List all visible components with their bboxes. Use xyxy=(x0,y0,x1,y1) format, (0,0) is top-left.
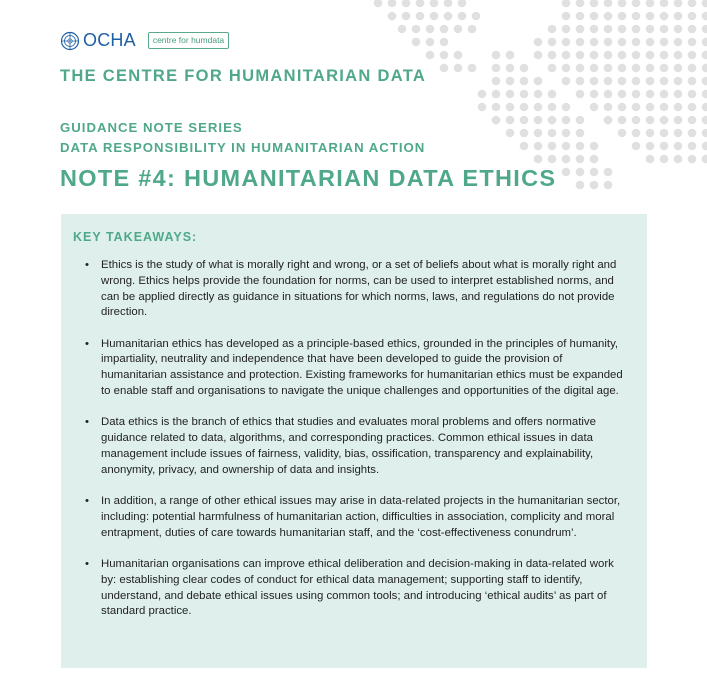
map-dot xyxy=(416,0,425,7)
map-dot xyxy=(402,12,411,21)
map-dot xyxy=(520,116,529,125)
map-dot xyxy=(562,0,571,7)
map-dot xyxy=(520,103,529,112)
map-dot xyxy=(702,116,707,125)
map-dot xyxy=(604,0,613,7)
map-dot xyxy=(646,142,655,151)
bullet-icon: • xyxy=(85,259,89,271)
map-dot xyxy=(688,116,697,125)
map-dot xyxy=(454,25,463,34)
map-dot xyxy=(576,90,585,99)
map-dot xyxy=(646,116,655,125)
map-dot xyxy=(506,51,515,60)
map-dot xyxy=(548,38,557,47)
map-dot xyxy=(618,103,627,112)
map-dot xyxy=(548,90,557,99)
map-dot xyxy=(688,51,697,60)
map-dot xyxy=(660,142,669,151)
map-dot xyxy=(440,25,449,34)
map-dot xyxy=(590,181,599,190)
map-dot xyxy=(590,168,599,177)
map-dot xyxy=(506,77,515,86)
map-dot xyxy=(660,25,669,34)
map-dot xyxy=(674,38,683,47)
map-dot xyxy=(604,103,613,112)
map-dot xyxy=(416,12,425,21)
map-dot xyxy=(702,51,707,60)
map-dot xyxy=(458,0,467,7)
map-dot xyxy=(618,77,627,86)
map-dot xyxy=(604,181,613,190)
list-item xyxy=(61,557,647,620)
map-dot xyxy=(548,129,557,138)
map-dot xyxy=(548,155,557,164)
map-dot xyxy=(646,25,655,34)
key-takeaways-list xyxy=(61,258,647,636)
map-dot xyxy=(562,129,571,138)
map-dot xyxy=(412,38,421,47)
map-dot xyxy=(632,103,641,112)
map-dot xyxy=(618,129,627,138)
map-dot xyxy=(604,51,613,60)
map-dot xyxy=(590,38,599,47)
map-dot xyxy=(548,142,557,151)
bullet-icon: • xyxy=(85,557,89,570)
map-dot xyxy=(576,12,585,21)
map-dot xyxy=(618,25,627,34)
map-dot xyxy=(674,77,683,86)
map-dot xyxy=(632,25,641,34)
map-dot xyxy=(562,77,571,86)
bullet-icon: • xyxy=(85,416,89,429)
map-dot xyxy=(534,103,543,112)
map-dot xyxy=(590,64,599,73)
map-dot xyxy=(562,25,571,34)
map-dot xyxy=(562,142,571,151)
map-dot xyxy=(604,38,613,47)
map-dot xyxy=(674,25,683,34)
map-dot xyxy=(674,103,683,112)
map-dot xyxy=(688,155,697,164)
map-dot xyxy=(548,25,557,34)
map-dot xyxy=(454,64,463,73)
map-dot xyxy=(604,25,613,34)
map-dot xyxy=(590,90,599,99)
humdata-badge: centre for humdata xyxy=(148,32,229,49)
ocha-logo xyxy=(60,30,229,51)
map-dot xyxy=(458,12,467,21)
map-dot xyxy=(646,38,655,47)
map-dot xyxy=(520,64,529,73)
map-dot xyxy=(618,90,627,99)
map-dot xyxy=(534,142,543,151)
map-dot xyxy=(426,38,435,47)
map-dot xyxy=(576,181,585,190)
key-takeaways-heading: KEY TAKEAWAYS: xyxy=(73,230,198,244)
un-emblem-icon xyxy=(60,31,80,51)
page-title: NOTE #4: HUMANITARIAN DATA ETHICS xyxy=(60,165,557,191)
map-dot xyxy=(468,25,477,34)
map-dot xyxy=(492,64,501,73)
map-dot xyxy=(412,25,421,34)
map-dot xyxy=(562,116,571,125)
series-heading xyxy=(60,118,425,158)
map-dot xyxy=(674,0,683,7)
map-dot xyxy=(702,0,707,7)
map-dot xyxy=(534,77,543,86)
map-dot xyxy=(492,103,501,112)
map-dot xyxy=(506,103,515,112)
map-dot xyxy=(660,116,669,125)
map-dot xyxy=(618,116,627,125)
map-dot xyxy=(548,103,557,112)
map-dot xyxy=(562,168,571,177)
map-dot xyxy=(674,129,683,138)
takeaway-text: Humanitarian organisations can improve ethical deliberation and decision-making in data-related work by: establishing clear codes of conduct for ethical data management; supporting staff to identify, understand, and debate ethical issues using common tools; and introducing ‘ethical audits’ as part of standard practice. xyxy=(101,557,614,618)
map-dot xyxy=(702,90,707,99)
centre-title: THE CENTRE FOR HUMANITARIAN DATA xyxy=(60,67,427,85)
map-dot xyxy=(702,103,707,112)
map-dot xyxy=(646,64,655,73)
map-dot xyxy=(454,51,463,60)
map-dot xyxy=(548,116,557,125)
list-item xyxy=(61,337,647,400)
map-dot xyxy=(492,116,501,125)
takeaway-text: In addition, a range of other ethical issues may arise in data-related projects in the humanitarian sector, including: potential harmfulness of humanitarian action, difficulties in association, complicity and moral entrapment, duties of care towards humanitarian staff, and the ‘cost-effectiveness conundrum’. xyxy=(101,495,621,539)
map-dot xyxy=(632,116,641,125)
map-dot xyxy=(646,90,655,99)
map-dot xyxy=(702,155,707,164)
map-dot xyxy=(688,12,697,21)
map-dot xyxy=(604,77,613,86)
map-dot xyxy=(702,25,707,34)
map-dot xyxy=(632,64,641,73)
map-dot xyxy=(548,51,557,60)
map-dot xyxy=(520,129,529,138)
map-dot xyxy=(388,12,397,21)
map-dot xyxy=(576,25,585,34)
map-dot xyxy=(520,90,529,99)
map-dot xyxy=(632,0,641,7)
map-dot xyxy=(468,64,477,73)
map-dot xyxy=(576,77,585,86)
map-dot xyxy=(660,64,669,73)
map-dot xyxy=(646,77,655,86)
map-dot xyxy=(430,0,439,7)
map-dot xyxy=(590,51,599,60)
map-dot xyxy=(590,103,599,112)
map-dot xyxy=(660,90,669,99)
list-item xyxy=(61,415,647,478)
map-dot xyxy=(604,12,613,21)
map-dot xyxy=(632,129,641,138)
map-dot xyxy=(520,142,529,151)
map-dot xyxy=(590,25,599,34)
bullet-icon: • xyxy=(85,495,89,508)
map-dot xyxy=(674,90,683,99)
map-dot xyxy=(590,77,599,86)
map-dot xyxy=(534,38,543,47)
map-dot xyxy=(604,90,613,99)
map-dot xyxy=(688,0,697,7)
map-dot xyxy=(632,77,641,86)
map-dot xyxy=(506,64,515,73)
series-line-1: GUIDANCE NOTE SERIES xyxy=(60,120,243,135)
map-dot xyxy=(660,103,669,112)
map-dot xyxy=(576,155,585,164)
series-line-2: DATA RESPONSIBILITY IN HUMANITARIAN ACTION xyxy=(60,140,426,155)
map-dot xyxy=(472,12,481,21)
map-dot xyxy=(430,12,439,21)
map-dot xyxy=(646,12,655,21)
takeaway-text: Data ethics is the branch of ethics that studies and evaluates moral problems and offers normative guidance related to data, algorithms, and corresponding practices. Common ethical issues in data management include issues of fairness, validity, bias, ossification, transparency and explainability, anonymity, privacy, and ownership of data and insights. xyxy=(101,416,596,476)
map-dot xyxy=(702,12,707,21)
map-dot xyxy=(646,0,655,7)
map-dot xyxy=(632,38,641,47)
map-dot xyxy=(688,38,697,47)
map-dot xyxy=(646,103,655,112)
map-dot xyxy=(576,142,585,151)
takeaway-text: Ethics is the study of what is morally right and wrong, or a set of beliefs about what is morally right and wrong. Ethics helps provide the foundation for norms, can be used to interpret established norms, and can be applied directly as guidance in situations for which norms, laws, and regulations do not provide direction. xyxy=(101,259,617,319)
map-dot xyxy=(506,90,515,99)
map-dot xyxy=(688,77,697,86)
map-dot xyxy=(562,155,571,164)
map-dot xyxy=(688,25,697,34)
map-dot xyxy=(660,129,669,138)
map-dot xyxy=(548,64,557,73)
map-dot xyxy=(576,64,585,73)
map-dot xyxy=(426,25,435,34)
map-dot xyxy=(702,64,707,73)
map-dot xyxy=(534,116,543,125)
map-dot xyxy=(534,90,543,99)
map-dot xyxy=(632,90,641,99)
map-dot xyxy=(674,142,683,151)
list-item xyxy=(61,494,647,541)
map-dot xyxy=(590,0,599,7)
map-dot xyxy=(478,90,487,99)
map-dot xyxy=(688,90,697,99)
map-dot xyxy=(660,38,669,47)
map-dot xyxy=(604,116,613,125)
map-dot xyxy=(492,77,501,86)
map-dot xyxy=(674,51,683,60)
map-dot xyxy=(618,12,627,21)
map-dot xyxy=(388,0,397,7)
map-dot xyxy=(506,129,515,138)
map-dot xyxy=(674,155,683,164)
map-dot xyxy=(534,129,543,138)
map-dot xyxy=(444,0,453,7)
map-dot xyxy=(646,155,655,164)
map-dot xyxy=(534,51,543,60)
list-item xyxy=(61,258,647,321)
map-dot xyxy=(688,142,697,151)
map-dot xyxy=(674,64,683,73)
map-dot xyxy=(618,64,627,73)
map-dot xyxy=(702,142,707,151)
map-dot xyxy=(520,77,529,86)
map-dot xyxy=(590,142,599,151)
map-dot xyxy=(632,12,641,21)
map-dot xyxy=(562,51,571,60)
map-dot xyxy=(590,12,599,21)
map-dot xyxy=(688,64,697,73)
map-dot xyxy=(562,103,571,112)
map-dot xyxy=(702,38,707,47)
map-dot xyxy=(702,129,707,138)
map-dot xyxy=(562,12,571,21)
map-dot xyxy=(562,38,571,47)
map-dot xyxy=(478,103,487,112)
map-dot xyxy=(492,90,501,99)
map-dot xyxy=(426,51,435,60)
map-dot xyxy=(492,51,501,60)
map-dot xyxy=(632,51,641,60)
map-dot xyxy=(646,129,655,138)
map-dot xyxy=(660,77,669,86)
map-dot xyxy=(562,64,571,73)
map-dot xyxy=(702,77,707,86)
map-dot xyxy=(440,64,449,73)
map-dot xyxy=(660,0,669,7)
takeaway-text: Humanitarian ethics has developed as a principle-based ethics, grounded in the principles of humanity, impartiality, neutrality and independence that have been developed to guide the provision of humanitarian assistance and protection. Existing frameworks for humanitarian ethics must be expanded to enable staff and organisations to navigate the unique challenges and opportunities of the digital age. xyxy=(101,337,623,398)
map-dot xyxy=(398,25,407,34)
map-dot xyxy=(534,155,543,164)
map-dot xyxy=(660,12,669,21)
map-dot xyxy=(632,142,641,151)
map-dot xyxy=(590,155,599,164)
map-dot xyxy=(576,168,585,177)
map-dot xyxy=(576,129,585,138)
map-dot xyxy=(604,168,613,177)
map-dot xyxy=(440,38,449,47)
map-dot xyxy=(688,103,697,112)
key-takeaways-box xyxy=(61,214,647,668)
map-dot xyxy=(374,0,383,7)
map-dot xyxy=(402,0,411,7)
map-dot xyxy=(618,38,627,47)
ocha-name: OCHA xyxy=(83,30,136,50)
map-dot xyxy=(506,116,515,125)
map-dot xyxy=(660,155,669,164)
map-dot xyxy=(444,12,453,21)
bullet-icon: • xyxy=(85,337,89,350)
map-dot xyxy=(576,0,585,7)
map-dot xyxy=(440,51,449,60)
map-dot xyxy=(604,64,613,73)
map-dot xyxy=(576,116,585,125)
map-dot xyxy=(618,51,627,60)
map-dot xyxy=(688,129,697,138)
map-dot xyxy=(576,38,585,47)
map-dot xyxy=(646,51,655,60)
map-dot xyxy=(674,116,683,125)
map-dot xyxy=(674,12,683,21)
map-dot xyxy=(618,0,627,7)
map-dot xyxy=(576,51,585,60)
map-dot xyxy=(660,51,669,60)
